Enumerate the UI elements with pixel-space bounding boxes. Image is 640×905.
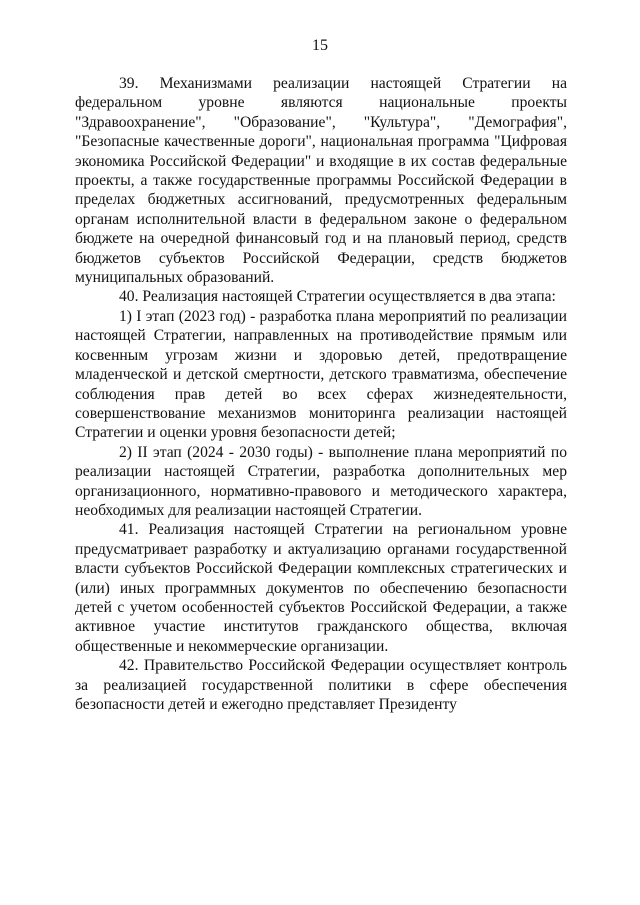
- paragraph-42: 42. Правительство Российской Федерации осуществляет контроль за реализацией государственной политики в сфере обеспечения безопасности детей и ежегодно представляет Президенту: [75, 657, 567, 713]
- document-body: [75, 74, 567, 714]
- paragraph-39: 39. Механизмами реализации настоящей Стратегии на федеральном уровне являются национальные проекты "Здравоохранение", "Образование", "Культура", "Демография", "Безопасные качественные дороги", национальная программа "Цифровая экономика Российской Федерации" и входящие в их состав федеральные проекты, а также государственные программы Российской Федерации в пределах бюджетных ассигнований, предусмотренных федеральным органам исполнительной власти в федеральном законе о федеральном бюджете на очередной финансовый год и на плановый период, средств бюджетов субъектов Российской Федерации, средств бюджетов муниципальных образований.: [75, 75, 567, 287]
- paragraph-41: 41. Реализация настоящей Стратегии на региональном уровне предусматривает разработку и актуализацию органами государственной власти субъектов Российской Федерации комплексных стратегических и (или) иных программных документов по обеспечению безопасности детей с учетом особенностей субъектов Российской Федерации, а также активное участие институтов гражданского общества, включая общественные и некоммерческие организации.: [75, 521, 567, 655]
- page-number: 15: [312, 37, 328, 54]
- paragraph-40-stage-2: 2) II этап (2024 - 2030 годы) - выполнение плана мероприятий по реализации настоящей Стратегии, разработка дополнительных мер организационного, нормативно-правового и методического характера, необходимых для реализации настоящей Стратегии.: [75, 443, 567, 519]
- paragraph-40-stage-1: 1) I этап (2023 год) - разработка плана мероприятий по реализации настоящей Стратегии, направленных на противодействие прямым или косвенным угрозам жизни и здоровью детей, предотвращение младенческой и детской смертности, детского травматизма, обеспечение соблюдения прав детей во всех сферах жизнедеятельности, совершенствование механизмов мониторинга реализации настоящей Стратегии и оценки уровня безопасности детей;: [75, 307, 567, 442]
- paragraph-40: 40. Реализация настоящей Стратегии осуществляется в два этапа:: [119, 288, 556, 306]
